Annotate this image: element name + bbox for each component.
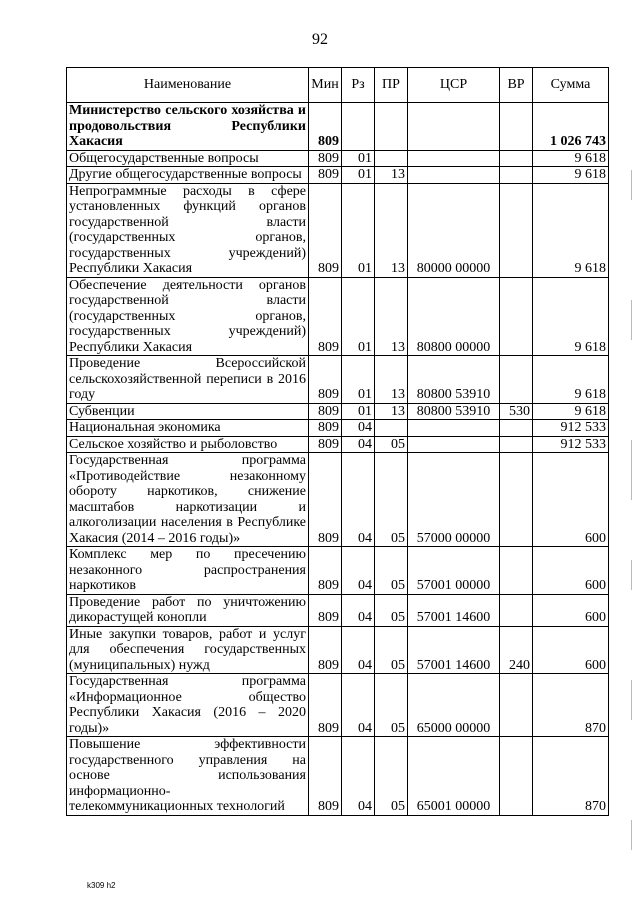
row-pr (375, 420, 408, 437)
row-sum: 870 (533, 737, 609, 816)
row-vr (500, 183, 533, 277)
row-csr: 57001 14600 (408, 626, 500, 674)
row-pr: 05 (375, 436, 408, 453)
row-min: 809 (309, 547, 342, 595)
row-pr: 05 (375, 594, 408, 626)
row-min: 809 (309, 356, 342, 404)
scan-edge-mark (631, 170, 632, 200)
row-rz: 04 (342, 436, 375, 453)
row-rz: 04 (342, 626, 375, 674)
row-pr (375, 103, 408, 151)
row-vr: 530 (500, 403, 533, 420)
row-name: Проведение работ по уничтожению дикорастущей конопли (67, 594, 309, 626)
column-header-name: Наименование (67, 68, 309, 103)
row-rz: 04 (342, 547, 375, 595)
row-rz: 01 (342, 403, 375, 420)
table-row (67, 547, 609, 595)
row-pr: 13 (375, 277, 408, 356)
row-vr (500, 674, 533, 737)
row-vr (500, 547, 533, 595)
row-csr: 57000 00000 (408, 453, 500, 547)
footer-code: k309 h2 (87, 881, 116, 890)
budget-table (66, 67, 609, 816)
row-csr (408, 150, 500, 167)
row-name: Общегосударственные вопросы (67, 150, 309, 167)
row-vr (500, 453, 533, 547)
row-csr (408, 420, 500, 437)
row-vr: 240 (500, 626, 533, 674)
row-rz: 01 (342, 167, 375, 184)
row-csr: 57001 14600 (408, 594, 500, 626)
row-pr: 05 (375, 737, 408, 816)
row-sum: 600 (533, 594, 609, 626)
row-rz: 04 (342, 420, 375, 437)
row-sum: 9 618 (533, 167, 609, 184)
row-sum: 1 026 743 (533, 103, 609, 151)
row-name: Сельское хозяйство и рыболовство (67, 436, 309, 453)
row-vr (500, 594, 533, 626)
row-vr (500, 277, 533, 356)
table-row (67, 277, 609, 356)
row-vr (500, 356, 533, 404)
table-row (67, 167, 609, 184)
row-min: 809 (309, 167, 342, 184)
row-sum: 870 (533, 674, 609, 737)
row-rz: 04 (342, 737, 375, 816)
row-csr (408, 436, 500, 453)
row-name: Проведение Всероссийской сельскохозяйственной переписи в 2016 году (67, 356, 309, 404)
table-row (67, 150, 609, 167)
row-name: Министерство сельского хозяйства и продовольствия Республики Хакасия (67, 103, 309, 151)
row-csr (408, 167, 500, 184)
row-sum: 912 533 (533, 420, 609, 437)
row-min: 809 (309, 103, 342, 151)
row-min: 809 (309, 183, 342, 277)
row-min: 809 (309, 403, 342, 420)
column-header-min: Мин (309, 68, 342, 103)
row-min: 809 (309, 277, 342, 356)
row-pr: 13 (375, 183, 408, 277)
row-vr (500, 420, 533, 437)
table-row (67, 594, 609, 626)
row-vr (500, 737, 533, 816)
row-name: Субвенции (67, 403, 309, 420)
row-rz: 01 (342, 356, 375, 404)
row-vr (500, 150, 533, 167)
row-vr (500, 103, 533, 151)
row-min: 809 (309, 420, 342, 437)
table-header-row (67, 68, 609, 103)
row-csr (408, 103, 500, 151)
table-row (67, 403, 609, 420)
column-header-vr: ВР (500, 68, 533, 103)
row-name: Другие общегосударственные вопросы (67, 167, 309, 184)
column-header-pr: ПР (375, 68, 408, 103)
row-name: Иные закупки товаров, работ и услуг для обеспечения государственных (муниципальных) нужд (67, 626, 309, 674)
row-csr: 80800 00000 (408, 277, 500, 356)
row-name: Обеспечение деятельности органов государственной власти (государственных органов, государственных учреждений) Республики Хакасия (67, 277, 309, 356)
row-rz: 04 (342, 594, 375, 626)
table-body (67, 103, 609, 816)
row-rz: 01 (342, 277, 375, 356)
row-pr: 13 (375, 356, 408, 404)
row-min: 809 (309, 594, 342, 626)
table-row (67, 674, 609, 737)
row-sum: 9 618 (533, 277, 609, 356)
page-number: 92 (312, 31, 328, 48)
row-rz: 01 (342, 183, 375, 277)
row-pr: 05 (375, 453, 408, 547)
row-name: Повышение эффективности государственного управления на основе использования информационно-телекоммуникационных технологий (67, 737, 309, 816)
table-row (67, 183, 609, 277)
row-min: 809 (309, 453, 342, 547)
row-pr: 13 (375, 167, 408, 184)
row-csr: 80000 00000 (408, 183, 500, 277)
column-header-csr: ЦСР (408, 68, 500, 103)
row-pr: 05 (375, 674, 408, 737)
row-name: Непрограммные расходы в сфере установленных функций органов государственной власти (государственных органов, государственных учреждений) Республики Хакасия (67, 183, 309, 277)
scan-edge-mark (631, 440, 632, 500)
column-header-rz: Рз (342, 68, 375, 103)
row-sum: 9 618 (533, 403, 609, 420)
row-csr: 80800 53910 (408, 356, 500, 404)
row-rz (342, 103, 375, 151)
scan-edge-mark (631, 560, 632, 590)
row-sum: 600 (533, 626, 609, 674)
table-row (67, 737, 609, 816)
scan-edge-mark (631, 680, 632, 720)
row-vr (500, 167, 533, 184)
row-pr: 13 (375, 403, 408, 420)
scan-edge-mark (631, 820, 632, 850)
row-pr: 05 (375, 547, 408, 595)
scan-edge-mark (631, 300, 632, 340)
row-pr (375, 150, 408, 167)
row-sum: 600 (533, 453, 609, 547)
row-min: 809 (309, 674, 342, 737)
row-vr (500, 436, 533, 453)
table-row (67, 436, 609, 453)
table-row (67, 420, 609, 437)
row-sum: 912 533 (533, 436, 609, 453)
row-rz: 01 (342, 150, 375, 167)
table-row (67, 453, 609, 547)
row-csr: 57001 00000 (408, 547, 500, 595)
row-pr: 05 (375, 626, 408, 674)
row-min: 809 (309, 737, 342, 816)
column-header-sum: Сумма (533, 68, 609, 103)
table-row (67, 626, 609, 674)
row-min: 809 (309, 150, 342, 167)
row-csr: 80800 53910 (408, 403, 500, 420)
table-row (67, 356, 609, 404)
row-name: Государственная программа «Противодействие незаконному обороту наркотиков, снижение масштабов наркотизации и алкоголизации населения в Республике Хакасия (2014 – 2016 годы)» (67, 453, 309, 547)
row-name: Национальная экономика (67, 420, 309, 437)
row-csr: 65001 00000 (408, 737, 500, 816)
row-sum: 9 618 (533, 356, 609, 404)
row-sum: 9 618 (533, 150, 609, 167)
row-csr: 65000 00000 (408, 674, 500, 737)
row-name: Комплекс мер по пресечению незаконного распространения наркотиков (67, 547, 309, 595)
row-rz: 04 (342, 674, 375, 737)
row-sum: 9 618 (533, 183, 609, 277)
row-sum: 600 (533, 547, 609, 595)
table-row (67, 103, 609, 151)
row-min: 809 (309, 626, 342, 674)
row-min: 809 (309, 436, 342, 453)
row-rz: 04 (342, 453, 375, 547)
row-name: Государственная программа «Информационное общество Республики Хакасия (2016 – 2020 годы)» (67, 674, 309, 737)
